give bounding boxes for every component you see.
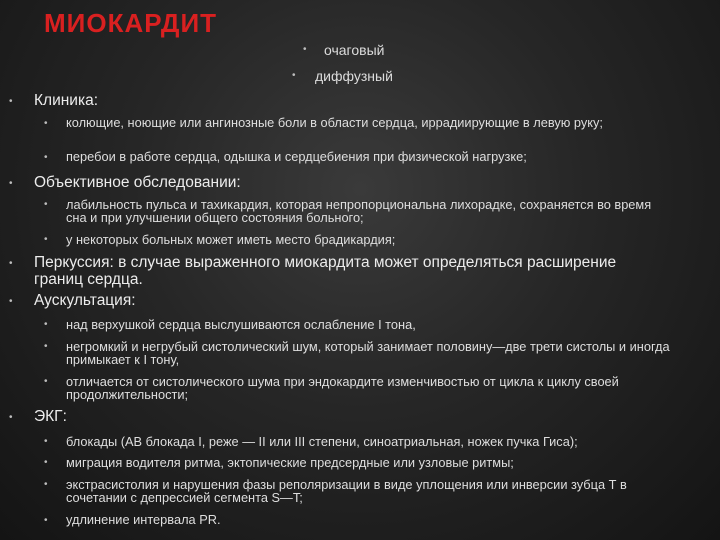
bullet-icon: • — [9, 96, 13, 107]
section-heading: Объективное обследовании: — [34, 174, 241, 191]
list-item: миграция водителя ритма, эктопические предсердные или узловые ритмы; — [66, 455, 514, 470]
list-item: блокады (АВ блокада I, реже — II или III степени, синоатриальная, ножек пучка Гиса); — [66, 434, 578, 449]
list-item: колющие, ноющие или ангинозные боли в области сердца, иррадиирующие в левую руку; — [66, 115, 603, 130]
bullet-icon: • — [9, 296, 13, 307]
list-item: негромкий и негрубый систолический шум, который занимает половину—две трети систолы и иногда примыкает к I тону, — [66, 339, 670, 367]
section-heading: Клиника: — [34, 92, 98, 109]
list-item: у некоторых больных может иметь место брадикардия; — [66, 232, 396, 247]
bullet-icon: • — [9, 412, 13, 423]
list-item: экстрасистолия и нарушения фазы реполяризации в виде уплощения или инверсии зубца Т в сочетании с депрессией сегмента S—T; — [66, 477, 627, 505]
list-item: удлинение интервала PR. — [66, 512, 221, 527]
bullet-icon: • — [44, 199, 48, 210]
list-item: отличается от систолического шума при эндокардите изменчивостью от цикла к циклу своей продолжительности; — [66, 374, 619, 402]
bullet-icon: • — [44, 319, 48, 330]
bullet-icon: • — [44, 118, 48, 129]
list-item: перебои в работе сердца, одышка и сердцебиения при физической нагрузке; — [66, 149, 527, 164]
list-item: лабильность пульса и тахикардия, которая непропорциональна лихорадке, сохраняется во время сна и при улучшении общего состояния больного; — [66, 197, 652, 225]
bullet-icon: • — [44, 341, 48, 352]
list-item: над верхушкой сердца выслушиваются ослабление I тона, — [66, 317, 416, 332]
bullet-icon: • — [44, 152, 48, 163]
bullet-icon: • — [44, 457, 48, 468]
bullet-icon: • — [44, 234, 48, 245]
bullet-icon: • — [44, 436, 48, 447]
section-heading: ЭКГ: — [34, 408, 67, 425]
bullet-icon: • — [9, 258, 13, 269]
bullet-icon: • — [303, 44, 307, 55]
bullet-icon: • — [292, 70, 296, 81]
bullet-icon: • — [44, 376, 48, 387]
section-heading: Аускультация: — [34, 292, 136, 309]
bullet-icon: • — [9, 178, 13, 189]
bullet-icon: • — [44, 515, 48, 526]
type-item: очаговый — [324, 42, 385, 58]
section-heading: Перкуссия: в случае выраженного миокардита может определяться расширение границ сердца. — [34, 254, 617, 288]
bullet-icon: • — [44, 479, 48, 490]
type-item: диффузный — [315, 68, 393, 84]
slide-title: МИОКАРДИТ — [44, 8, 218, 38]
